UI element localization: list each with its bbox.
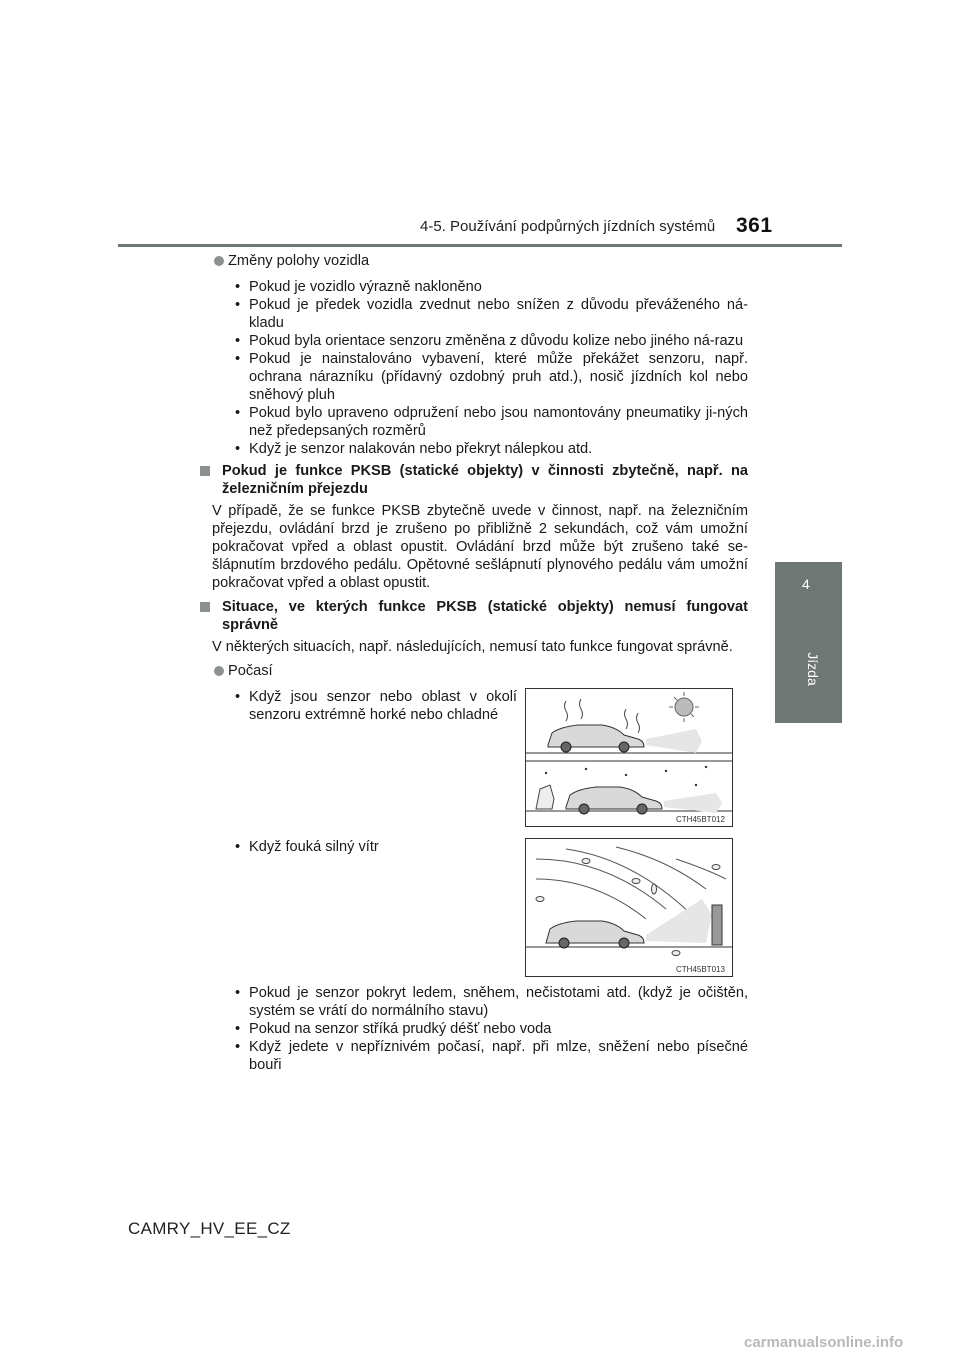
weather-wind-row	[212, 838, 748, 976]
footer-model-code: CAMRY_HV_EE_CZ	[128, 1219, 291, 1238]
list-item: • Pokud na senzor stříká prudký déšť nebo voda	[212, 1020, 748, 1038]
section-square-icon	[200, 466, 210, 476]
list-item: • Když jedete v nepříznivém počasí, např. při mlze, sněžení nebo písečné bouři	[212, 1038, 748, 1074]
bullet-dot-icon	[214, 666, 224, 676]
not-working-heading	[200, 598, 748, 634]
strong-wind-illustration	[526, 839, 732, 976]
figure-code: CTH45BT012	[676, 815, 725, 824]
unnecessary-operation-body: V případě, že se funkce PKSB zbytečně uvede v činnost, např. na železničním přejezdu, ovládání brzd je zrušeno po přibližně 2 sekundách, což vám umožní pokračovat vpřed a oblast opustit. Ovládání brzd může být zrušeno také se-šlápnutím brzdového pedálu. Opětovné sešlápnutí plynového pedálu vám umožní pokračovat vpřed a oblast opustit.	[212, 503, 748, 591]
list-item: • Pokud je předek vozidla zvednut nebo snížen z důvodu převáženého ná-kladu	[212, 296, 748, 332]
figure-strong-wind	[525, 838, 733, 977]
position-changes-list	[212, 278, 748, 458]
header-section-title: 4-5. Používání podpůrných jízdních systémů	[420, 218, 716, 235]
list-item: • Když fouká silný vítr	[212, 838, 517, 856]
chapter-strip	[775, 617, 842, 723]
not-working-body: V některých situacích, např. následujících, nemusí tato funkce fungovat správně.	[212, 639, 733, 655]
page-number: 361	[736, 214, 773, 237]
position-changes-heading-text: Změny polohy vozidla	[228, 253, 370, 269]
list-item: • Pokud je senzor pokryt ledem, sněhem, nečistotami atd. (když je očištěn, systém se vrátí do normálního stavu)	[212, 984, 748, 1020]
weather-temperature-row	[212, 688, 748, 826]
header-divider	[118, 244, 842, 247]
hot-cold-weather-illustration	[526, 689, 732, 826]
unnecessary-operation-heading	[200, 462, 748, 498]
list-item: • Pokud byla orientace senzoru změněna z důvodu kolize nebo jiného ná-razu	[212, 332, 748, 350]
figure-code: CTH45BT013	[676, 965, 725, 974]
weather-heading	[212, 662, 748, 680]
list-item: • Pokud je nainstalováno vybavení, které může překážet senzoru, např. ochrana nárazníku (přídavný ozdobný pruh atd.), nosič jízdních kol nebo sněhový pluh	[212, 350, 748, 404]
chapter-tab[interactable]	[775, 562, 842, 617]
bullet-dot-icon	[214, 256, 224, 266]
unnecessary-operation-heading-text: Pokud je funkce PKSB (statické objekty) v činnosti zbytečně, např. na železničním přejezdu	[222, 463, 748, 497]
section-square-icon	[200, 602, 210, 612]
page-content	[212, 252, 748, 1076]
position-changes-heading	[212, 252, 748, 270]
list-item: • Pokud bylo upraveno odpružení nebo jsou namontovány pneumatiky ji-ných než předepsaných rozměrů	[212, 404, 748, 440]
list-item: • Pokud je vozidlo výrazně nakloněno	[212, 278, 748, 296]
weather-extra-list	[212, 984, 748, 1074]
not-working-heading-text: Situace, ve kterých funkce PKSB (statické objekty) nemusí fungovat správně	[222, 599, 748, 633]
watermark: carmanualsonline.info	[744, 1334, 904, 1351]
chapter-number: 4	[802, 576, 810, 592]
figure-hot-cold-weather	[525, 688, 733, 827]
weather-heading-text: Počasí	[228, 663, 273, 679]
list-item: • Když jsou senzor nebo oblast v okolí senzoru extrémně horké nebo chladné	[212, 688, 517, 724]
chapter-title: Jízda	[805, 652, 821, 686]
list-item: • Když je senzor nalakován nebo překryt nálepkou atd.	[212, 440, 748, 458]
